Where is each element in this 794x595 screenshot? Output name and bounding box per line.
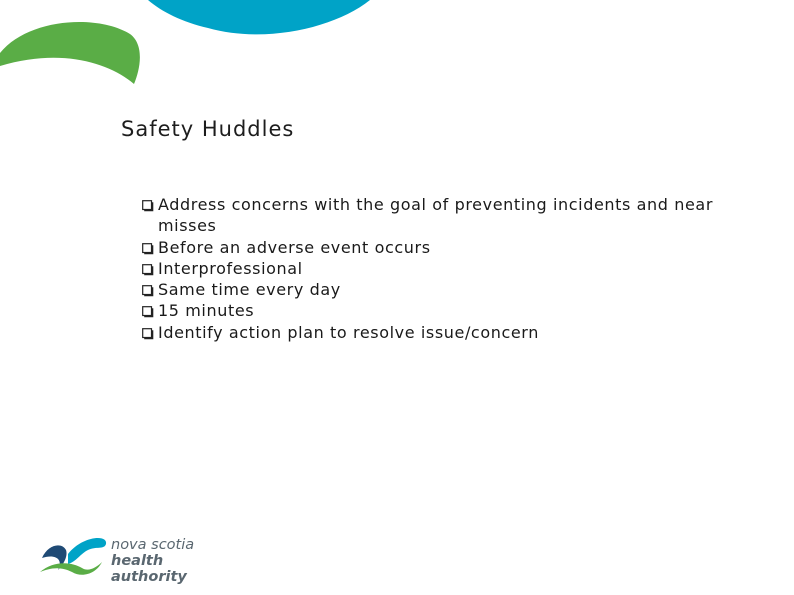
list-item (142, 237, 762, 258)
bullet-text: Same time every day (158, 280, 341, 300)
list-item (142, 194, 762, 237)
checkbox-bullet-icon (142, 306, 154, 318)
list-item (142, 279, 762, 300)
list-item (142, 258, 762, 279)
bullet-text: 15 minutes (158, 301, 255, 321)
list-item (142, 300, 762, 321)
logo-wordmark (111, 537, 228, 585)
checkbox-bullet-icon (142, 328, 154, 340)
bullet-text: Interprofessional (158, 258, 303, 278)
bullet-text: Address concerns with the goal of preventing incidents and near misses (158, 195, 713, 236)
list-item (142, 322, 762, 343)
header-decoration (0, 0, 794, 110)
checkbox-bullet-icon (142, 285, 154, 297)
bullet-text: Identify action plan to resolve issue/concern (158, 322, 539, 342)
checkbox-bullet-icon (142, 264, 154, 276)
bullet-list (142, 194, 762, 343)
checkbox-bullet-icon (142, 200, 154, 212)
wave-logo-icon (38, 528, 110, 582)
logo-line-2: health authority (111, 553, 187, 585)
bullet-text: Before an adverse event occurs (158, 237, 431, 257)
slide-title: Safety Huddles (121, 117, 295, 141)
green-swoosh (0, 22, 140, 84)
checkbox-bullet-icon (142, 243, 154, 255)
logo-line-1: nova scotia (111, 537, 195, 553)
nova-scotia-health-authority-logo (38, 528, 228, 584)
teal-wave (148, 0, 370, 34)
